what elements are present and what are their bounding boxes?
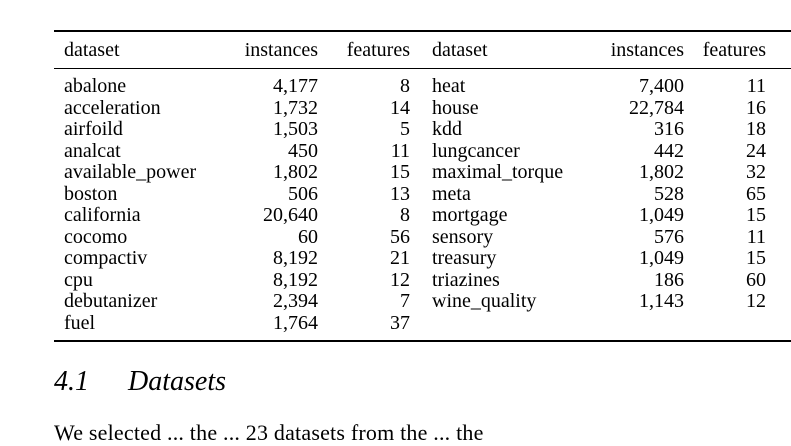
cell-features-1: 37 xyxy=(390,311,410,334)
cell-features-2: 15 xyxy=(746,247,766,269)
cell-instances-2: 22,784 xyxy=(629,96,684,119)
cell-dataset-1: airfoild xyxy=(64,118,123,140)
cell-dataset-1: compactiv xyxy=(64,247,148,269)
cell-features-1: 12 xyxy=(390,268,410,291)
cell-instances-2: 1,049 xyxy=(639,247,684,269)
cell-dataset-2: maximal_torque xyxy=(432,161,564,183)
cell-instances-1: 1,802 xyxy=(273,161,318,183)
header-instances-2: instances xyxy=(610,38,684,61)
cell-instances-2 xyxy=(580,313,684,335)
cell-features-2: 65 xyxy=(746,182,766,205)
section-heading xyxy=(54,366,226,398)
cell-dataset-2: heat xyxy=(432,75,466,97)
cell-features-2: 24 xyxy=(746,139,766,162)
body-paragraph-cut-off: We selected ... the ... 23 datasets from the ... the xyxy=(54,420,484,445)
cell-instances-1: 1,764 xyxy=(273,311,318,334)
header-features-1: features xyxy=(346,38,410,61)
cell-features-2: 11 xyxy=(746,225,766,248)
cell-dataset-1: cocomo xyxy=(64,225,128,248)
cell-instances-1: 2,394 xyxy=(273,290,318,312)
cell-dataset-2: sensory xyxy=(432,225,494,248)
cell-dataset-1: debutanizer xyxy=(64,290,158,312)
cell-dataset-1: available_power xyxy=(64,161,197,183)
header-features-2: features xyxy=(702,38,766,61)
cell-features-1: 8 xyxy=(400,204,410,226)
table-row xyxy=(54,119,791,141)
cell-instances-2: 576 xyxy=(654,225,684,248)
table-body xyxy=(54,69,791,340)
table-row xyxy=(54,76,791,98)
header-instances-1: instances xyxy=(244,38,318,61)
cell-instances-1: 506 xyxy=(288,182,318,205)
table-row xyxy=(54,98,791,120)
cell-dataset-1: acceleration xyxy=(64,96,161,119)
table-row xyxy=(54,227,791,249)
cell-instances-1: 450 xyxy=(288,139,318,162)
cell-instances-2: 1,049 xyxy=(639,204,684,226)
cell-features-2: 15 xyxy=(746,204,766,226)
table-row xyxy=(54,205,791,227)
cell-features-2: 18 xyxy=(746,118,766,140)
table-row xyxy=(54,141,791,163)
cell-dataset-2: lungcancer xyxy=(432,139,520,162)
cell-instances-1: 4,177 xyxy=(273,75,318,97)
cell-instances-2: 1,802 xyxy=(639,161,684,183)
section-number: 4.1 xyxy=(54,366,89,397)
table-row xyxy=(54,313,791,335)
cell-dataset-2: triazines xyxy=(432,268,500,291)
cell-dataset-1: abalone xyxy=(64,75,127,97)
cell-features-2: 32 xyxy=(746,161,766,183)
cell-features-1: 14 xyxy=(390,96,410,119)
cell-instances-2: 442 xyxy=(654,139,684,162)
cell-instances-2: 1,143 xyxy=(639,290,684,312)
cell-features-1: 21 xyxy=(390,247,410,269)
table-row xyxy=(54,184,791,206)
cell-instances-1: 8,192 xyxy=(273,268,318,291)
cell-features-2: 11 xyxy=(746,75,766,97)
cell-instances-1: 20,640 xyxy=(263,204,318,226)
cell-dataset-1: cpu xyxy=(64,268,93,291)
cell-dataset-2: mortgage xyxy=(432,204,508,226)
header-dataset-2: dataset xyxy=(432,38,488,61)
cell-dataset-2 xyxy=(410,313,580,335)
cell-dataset-1: analcat xyxy=(64,139,121,162)
cell-dataset-1: california xyxy=(64,204,141,226)
cell-instances-1: 60 xyxy=(298,225,318,248)
header-dataset-1: dataset xyxy=(64,38,120,61)
table-row xyxy=(54,291,791,313)
cell-instances-1: 1,503 xyxy=(273,118,318,140)
cell-features-1: 15 xyxy=(390,161,410,183)
cell-instances-2: 7,400 xyxy=(639,75,684,97)
cell-dataset-2: meta xyxy=(432,182,471,205)
table-row xyxy=(54,270,791,292)
table-row xyxy=(54,248,791,270)
datasets-table xyxy=(54,30,791,342)
cell-features-1: 8 xyxy=(400,75,410,97)
cell-dataset-1: boston xyxy=(64,182,118,205)
cell-features-1: 5 xyxy=(400,118,410,140)
cell-features-1: 13 xyxy=(390,182,410,205)
table-row xyxy=(54,162,791,184)
cell-features-1: 56 xyxy=(390,225,410,248)
cell-dataset-1: fuel xyxy=(64,311,96,334)
cell-dataset-2: wine_quality xyxy=(432,290,537,312)
table-header-row xyxy=(54,32,791,68)
cell-features-2 xyxy=(684,313,776,335)
cell-features-1: 7 xyxy=(400,290,410,312)
cell-dataset-2: treasury xyxy=(432,247,497,269)
cell-features-2: 16 xyxy=(746,96,766,119)
cell-instances-2: 316 xyxy=(654,118,684,140)
cell-features-1: 11 xyxy=(390,139,410,162)
cell-features-2: 60 xyxy=(746,268,766,291)
cell-dataset-2: house xyxy=(432,96,479,119)
cell-instances-1: 8,192 xyxy=(273,247,318,269)
cell-features-2: 12 xyxy=(746,290,766,312)
cell-instances-2: 186 xyxy=(654,268,684,291)
table-bottom-rule xyxy=(54,340,791,342)
section-title: Datasets xyxy=(128,366,226,397)
cell-instances-1: 1,732 xyxy=(273,96,318,119)
cell-instances-2: 528 xyxy=(654,182,684,205)
cell-dataset-2: kdd xyxy=(432,118,462,140)
